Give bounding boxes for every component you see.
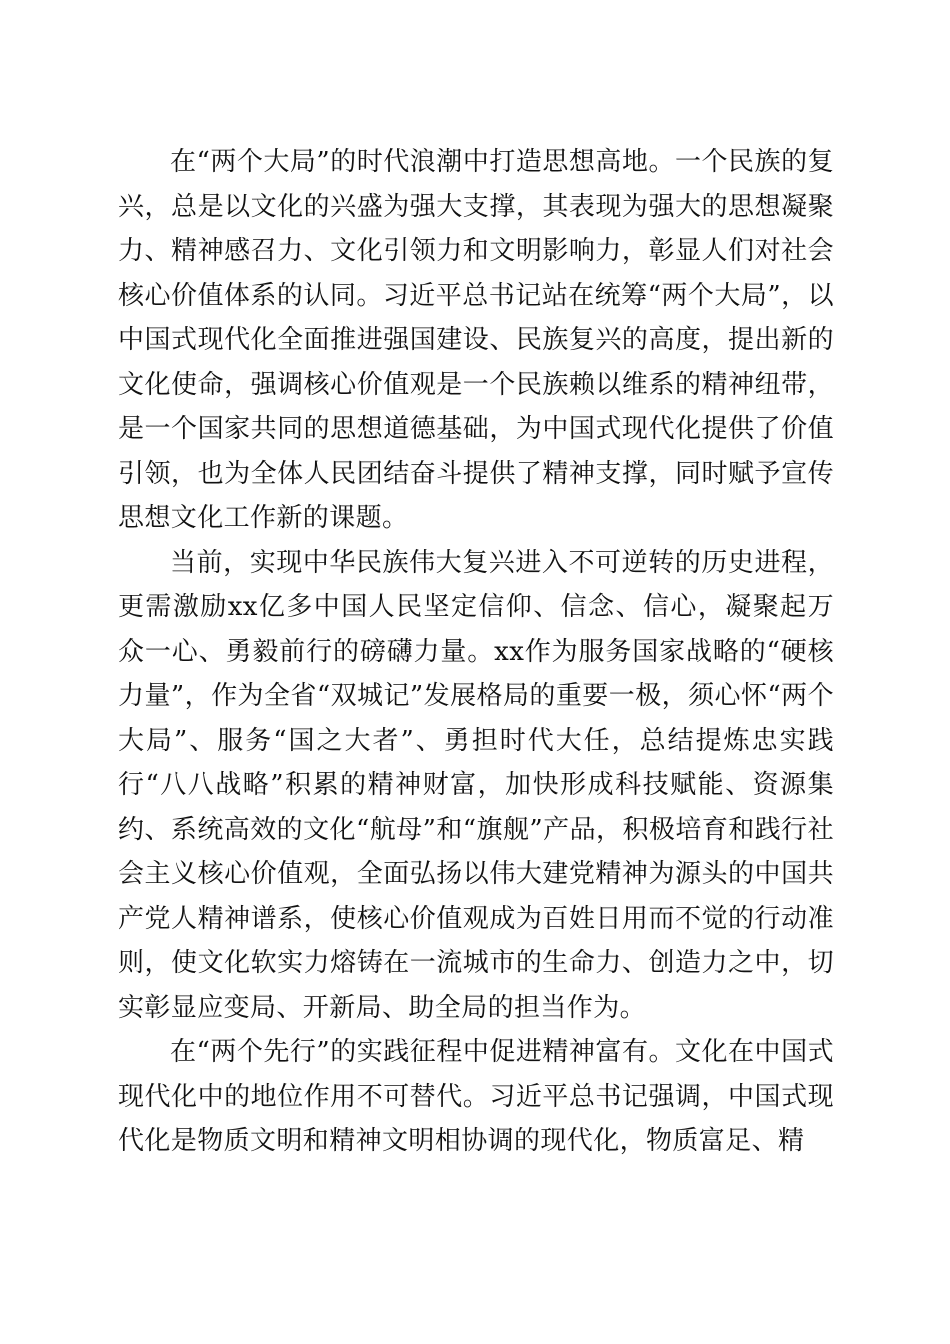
- document-page: [118, 140, 834, 1230]
- paragraph-2: 当前，实现中华民族伟大复兴进入不可逆转的历史进程，更需激励xx亿多中国人民坚定信仰、信念、信心，凝聚起万众一心、勇毅前行的磅礴力量。xx作为服务国家战略的“硬核力量”，作为全省“双城记”发展格局的重要一极，须心怀“两个大局”、服务“国之大者”、勇担时代大任，总结提炼忠实践行“八八战略”积累的精神财富，加快形成科技赋能、资源集约、系统高效的文化“航母”和“旗舰”产品，积极培育和践行社会主义核心价值观，全面弘扬以伟大建党精神为源头的中国共产党人精神谱系，使核心价值观成为百姓日用而不觉的行动准则，使文化软实力熔铸在一流城市的生命力、创造力之中，切实彰显应变局、开新局、助全局的担当作为。: [118, 547, 834, 1023]
- paragraph-1: 在“两个大局”的时代浪潮中打造思想高地。一个民族的复兴，总是以文化的兴盛为强大支撑，其表现为强大的思想凝聚力、精神感召力、文化引领力和文明影响力，彰显人们对社会核心价值体系的认同。习近平总书记站在统筹“两个大局”，以中国式现代化全面推进强国建设、民族复兴的高度，提出新的文化使命，强调核心价值观是一个民族赖以维系的精神纽带，是一个国家共同的思想道德基础，为中国式现代化提供了价值引领，也为全体人民团结奋斗提供了精神支撑，同时赋予宣传思想文化工作新的课题。: [118, 147, 834, 533]
- paragraph-3: 在“两个先行”的实践征程中促进精神富有。文化在中国式现代化中的地位作用不可替代。习近平总书记强调，中国式现代化是物质文明和精神文明相协调的现代化，物质富足、精: [118, 1037, 834, 1156]
